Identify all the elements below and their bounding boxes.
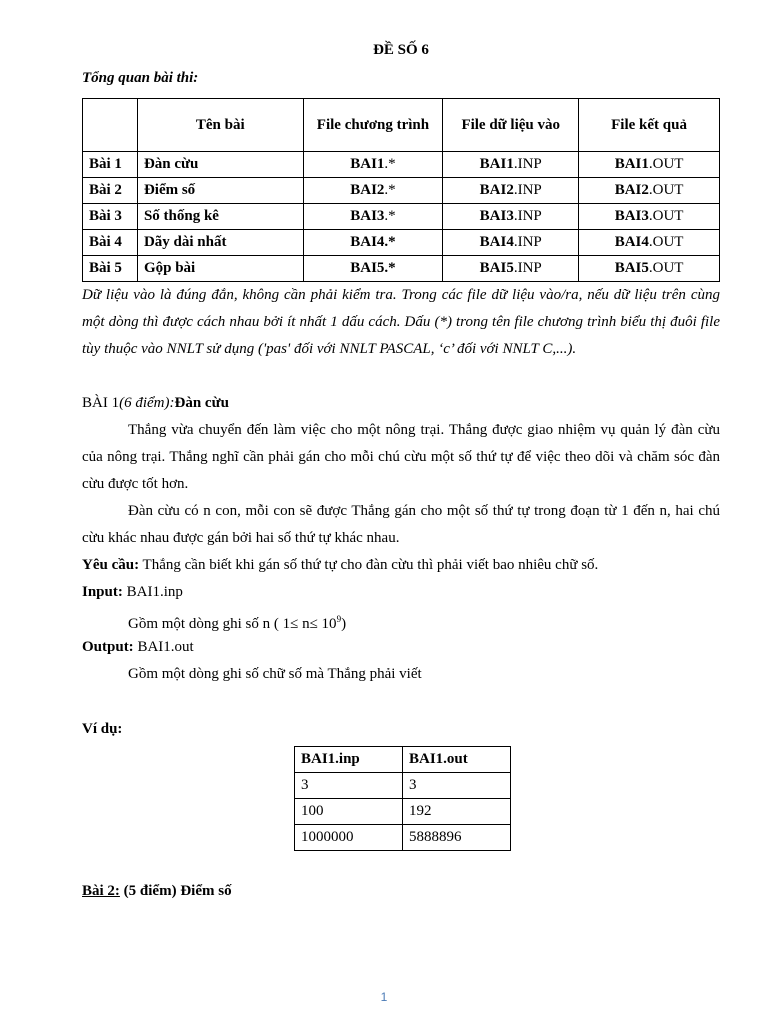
example-header-row [295, 747, 511, 773]
program-file: BAI4.* [303, 230, 443, 256]
problem-name: Đàn cừu [137, 152, 303, 178]
problem-name: Điểm số [137, 178, 303, 204]
example-cell: 100 [295, 799, 403, 825]
example-row [295, 799, 511, 825]
problem-2-heading: Bài 2: (5 điểm) Điểm số [82, 883, 232, 899]
problem-name: Gộp bài [137, 256, 303, 282]
problem-id: Bài 1 [83, 152, 138, 178]
problem-name: Dãy dài nhất [137, 230, 303, 256]
example-cell: 1000000 [295, 825, 403, 851]
output-file: BAI3.OUT [579, 204, 720, 230]
input-file: BAI1.INP [443, 152, 579, 178]
output-file: BAI4.OUT [579, 230, 720, 256]
example-cell: 5888896 [403, 825, 511, 851]
input-file: BAI3.INP [443, 204, 579, 230]
example-table [294, 746, 511, 851]
example-row [295, 825, 511, 851]
input-spec: Input: BAI1.inp [82, 584, 183, 600]
overview-header-cell [83, 99, 138, 152]
overview-row [83, 256, 720, 282]
program-file: BAI5.* [303, 256, 443, 282]
input-file: BAI2.INP [443, 178, 579, 204]
overview-label: Tổng quan bài thi: [82, 70, 199, 86]
overview-header-cell: File kết quả [579, 99, 720, 152]
problem-1-story: Thắng vừa chuyển đến làm việc cho một nông trại. Thắng được giao nhiệm vụ quản lý đàn cừu của nông trại. Thắng nghĩ cần phải gán cho mỗi chú cừu một số thứ tự để việc theo dõi và chăm sóc đàn cừu được tốt hơn. [82, 422, 720, 492]
input-file: BAI4.INP [443, 230, 579, 256]
example-cell: 3 [295, 773, 403, 799]
output-file: BAI2.OUT [579, 178, 720, 204]
overview-row [83, 204, 720, 230]
output-file: BAI5.OUT [579, 256, 720, 282]
example-row [295, 773, 511, 799]
problem-id: Bài 2 [83, 178, 138, 204]
input-file: BAI5.INP [443, 256, 579, 282]
output-spec: Output: BAI1.out [82, 639, 194, 655]
overview-row [83, 152, 720, 178]
overview-row [83, 178, 720, 204]
example-header-cell: BAI1.inp [295, 747, 403, 773]
program-file: BAI2.* [303, 178, 443, 204]
example-label: Ví dụ: [82, 721, 123, 737]
input-note: Dữ liệu vào là đúng đắn, không cần phải kiểm tra. Trong các file dữ liệu vào/ra, nếu dữ liệu trên cùng một dòng thì được cách nhau bởi ít nhất 1 dấu cách. Dấu (*) trong tên file chương trình biểu thị đuôi file tùy thuộc vào NNLT sử dụng ('pas' đối với NNLT PASCAL, ‘c’ đối với NNLT C,...). [82, 287, 720, 357]
problem-1-heading: BÀI 1(6 điểm):Đàn cừu [82, 395, 229, 411]
program-file: BAI1.* [303, 152, 443, 178]
page-title: ĐỀ SỐ 6 [373, 42, 429, 58]
problem-name: Số thống kê [137, 204, 303, 230]
overview-header-row [83, 99, 720, 152]
problem-id: Bài 3 [83, 204, 138, 230]
problem-id: Bài 5 [83, 256, 138, 282]
input-desc: Gồm một dòng ghi số n ( $1\le n\le 10^9$) [128, 614, 347, 632]
overview-header-cell: Tên bài [137, 99, 303, 152]
overview-header-cell: File chương trình [303, 99, 443, 152]
output-file: BAI1.OUT [579, 152, 720, 178]
example-cell: 3 [403, 773, 511, 799]
requirement: Yêu cầu: Thắng cần biết khi gán số thứ tự cho đàn cừu thì phải viết bao nhiêu chữ số. [82, 557, 599, 573]
page-number: 1 [380, 990, 388, 1004]
problem-id: Bài 4 [83, 230, 138, 256]
problem-1-story-2: Đàn cừu có n con, mỗi con sẽ được Thắng gán cho một số thứ tự trong đoạn từ 1 đến n, hai chú cừu khác nhau được gán bởi hai số thứ tự khác nhau. [82, 503, 720, 546]
example-cell: 192 [403, 799, 511, 825]
overview-row [83, 230, 720, 256]
output-desc: Gồm một dòng ghi số chữ số mà Thắng phải viết [128, 666, 422, 682]
example-header-cell: BAI1.out [403, 747, 511, 773]
program-file: BAI3.* [303, 204, 443, 230]
overview-header-cell: File dữ liệu vào [443, 99, 579, 152]
overview-table [82, 98, 720, 282]
